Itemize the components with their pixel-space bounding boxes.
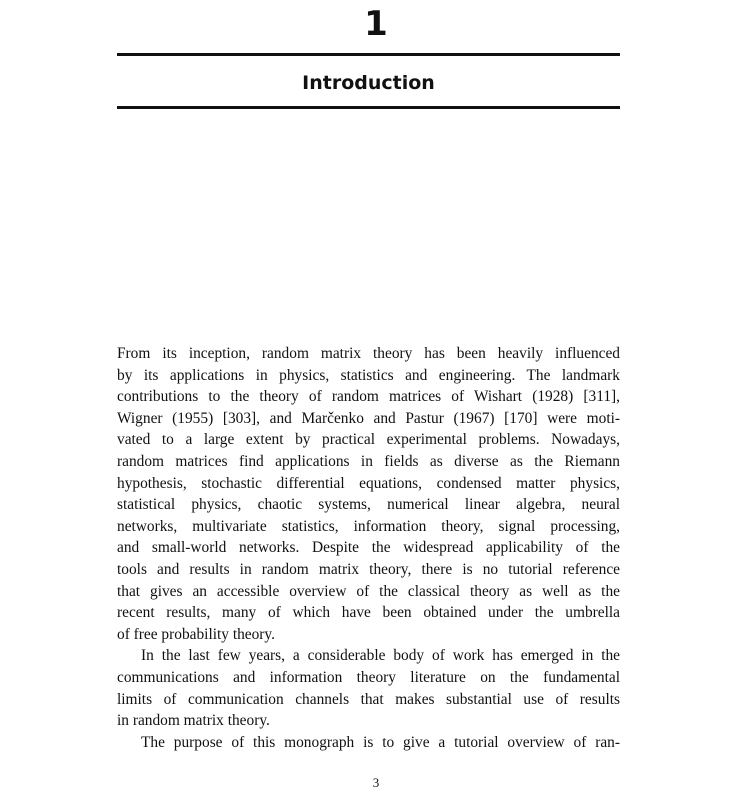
text-line: Wigner (1955) [303], and Marčenko and Pastur (1967) [170] were moti- [117, 409, 620, 427]
text-line: statistical physics, chaotic systems, numerical linear algebra, neural [117, 496, 620, 514]
paragraph-1 [117, 343, 620, 645]
text-line: In the last few years, a considerable body of work has emerged in the [141, 647, 620, 665]
chapter-title: Introduction [302, 72, 435, 94]
text-line: The purpose of this monograph is to give a tutorial overview of ran- [141, 733, 620, 751]
paragraph-2 [117, 645, 620, 731]
text-line: networks, multivariate statistics, information theory, signal processing, [117, 517, 620, 535]
text-line: by its applications in physics, statistics and engineering. The landmark [117, 366, 620, 384]
text-line: tools and results in random matrix theory, there is no tutorial reference [117, 560, 620, 578]
chapter-number: 1 [364, 4, 388, 44]
text-line: From its inception, random matrix theory has been heavily influenced [117, 345, 620, 362]
paragraph-3 [117, 732, 620, 754]
text-line: and small-world networks. Despite the widespread applicability of the [117, 539, 620, 557]
chapter-heading-top-rule [117, 53, 620, 56]
text-line: limits of communication channels that makes substantial use of results [117, 690, 620, 708]
text-line: in random matrix theory. [117, 712, 270, 730]
text-line: contributions to the theory of random matrices of Wishart (1928) [311], [117, 388, 620, 406]
page-number: 3 [372, 775, 380, 790]
text-line: hypothesis, stochastic differential equations, condensed matter physics, [117, 474, 620, 492]
body-text [117, 343, 620, 753]
text-line: random matrices find applications in fields as diverse as the Riemann [117, 452, 620, 470]
text-line: recent results, many of which have been obtained under the umbrella [117, 604, 620, 622]
chapter-heading-bottom-rule [117, 106, 620, 109]
text-line: communications and information theory literature on the fundamental [117, 668, 620, 686]
text-line: vated to a large extent by practical experimental problems. Nowadays, [117, 431, 620, 449]
text-line: that gives an accessible overview of the classical theory as well as the [117, 582, 620, 600]
text-line: of free probability theory. [117, 625, 275, 643]
